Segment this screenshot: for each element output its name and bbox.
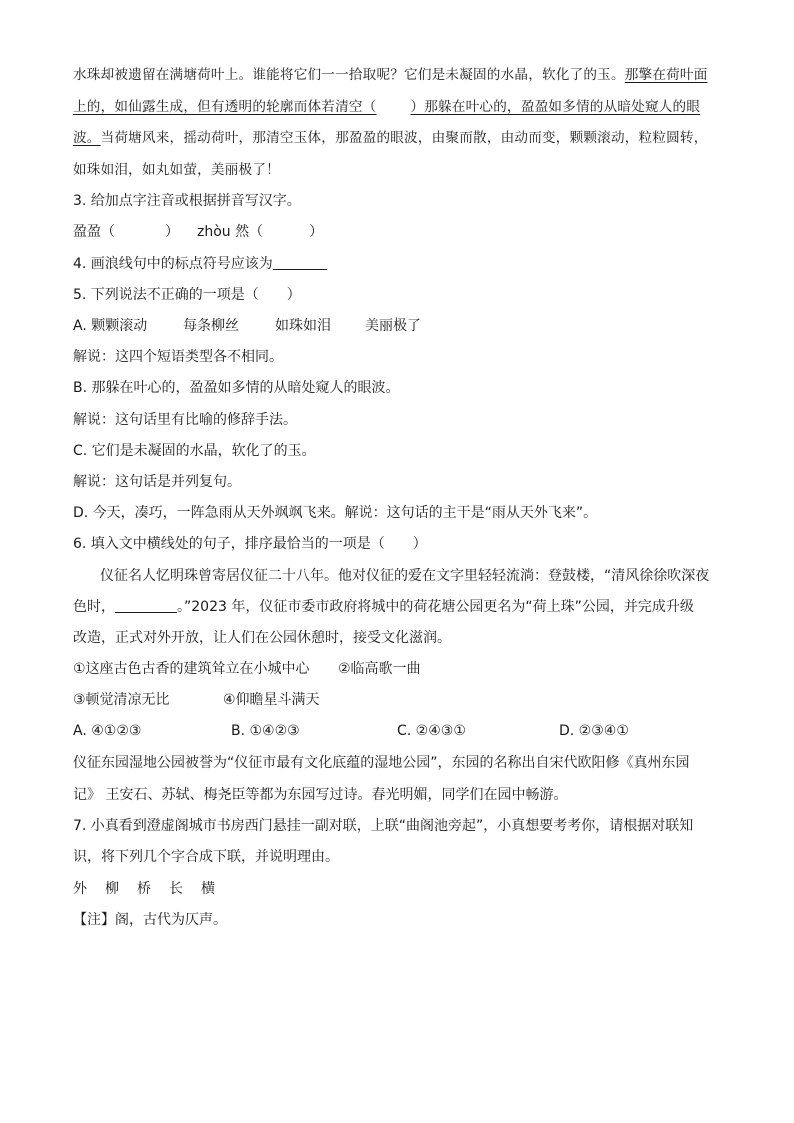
q3-item-a: 盈盈（	[73, 224, 115, 240]
passage-text: 如珠如泪，如丸如萤，美丽极了！	[73, 162, 280, 178]
underlined-sentence: 上的，如仙露生成，但有透明的轮廓而体若清空（	[73, 99, 377, 115]
passage-text: 当荷塘风来，摇动荷叶，那清空玉体，那盈盈的眼波，由聚而散，由动而变，颗颗滚动，粒粒圆转，	[100, 130, 708, 146]
park-paragraph-line-2: 记》 王安石、苏轼、梅尧臣等都为东园写过诗。春光明媚，同学们在园中畅游。	[73, 787, 568, 803]
q6-answer-blank[interactable]	[115, 598, 177, 613]
q3-item-b-close: ）	[309, 224, 324, 240]
q6-paragraph-line-2	[73, 598, 734, 616]
q6-option-b[interactable]: B. ①④②③	[231, 723, 300, 739]
q5-option-b: B. 那躲在叶心的，盈盈如多情的从暗处窥人的眼波。	[73, 380, 400, 396]
question-4-stem: 4. 画浪线句中的标点符号应该为	[73, 256, 273, 272]
passage-line-4	[73, 161, 734, 179]
question-4	[73, 255, 734, 273]
underlined-sentence: ）那躲在叶心的，盈盈如多情的从暗处窥人的眼	[410, 99, 701, 115]
question-3-items	[73, 223, 734, 241]
q3-item-a-close: ）	[165, 224, 179, 240]
q6-paragraph-text: 色时，	[73, 599, 115, 615]
q6-paragraph-line-3: 改造，正式对外开放，让人们在公园休憩时，接受文化滋润。	[73, 630, 451, 646]
q5-option-a	[73, 317, 734, 335]
underlined-sentence: 那擎在荷叶面	[624, 67, 708, 83]
q7-characters	[73, 880, 734, 898]
q6-sentence-4: ④仰瞻星斗满天	[223, 692, 320, 708]
q3-item-b: zhòu 然（	[197, 224, 264, 240]
q5-option-a-phrase: 美丽极了	[365, 318, 421, 334]
q6-option-a[interactable]: A. ④①②③	[73, 723, 142, 739]
q6-options	[73, 722, 734, 740]
question-3-stem: 3. 给加点字注音或根据拼音写汉字。	[73, 193, 301, 209]
q5-option-a-label: A. 颗颗滚动	[73, 318, 148, 334]
q6-option-c[interactable]: C. ②④③①	[397, 723, 466, 739]
park-paragraph-line-1: 仪征东园湿地公园被誉为“仪征市最有文化底蕴的湿地公园”，东园的名称出自宋代欧阳修《真州东园	[73, 755, 690, 771]
q5-option-a-explanation: 解说：这四个短语类型各不相同。	[73, 349, 283, 365]
q6-sentence-2: ②临高歌一曲	[338, 661, 421, 677]
q5-option-c-explanation: 解说：这句话是并列复句。	[73, 474, 241, 490]
q6-sentences-row-1	[73, 660, 734, 678]
q7-character: 柳	[105, 881, 119, 897]
q7-character: 外	[73, 881, 87, 897]
q5-option-c: C. 它们是未凝固的水晶，软化了的玉。	[73, 443, 316, 459]
q7-character: 横	[201, 881, 215, 897]
passage-line-3	[73, 129, 734, 147]
q6-paragraph-line-1: 仪征名人忆明珠曾寄居仪征二十八年。他对仪征的爱在文字里轻轻流淌：登鼓楼，“清风徐徐吹深夜	[100, 568, 710, 584]
passage-line-1	[73, 66, 734, 84]
q5-option-b-explanation: 解说：这句话里有比喻的修辞手法。	[73, 412, 297, 428]
q6-paragraph-text: 。”2023 年，仪征市委市政府将城中的荷花塘公园更名为“荷上珠”公园，并完成升级	[177, 599, 694, 615]
question-6-stem: 6. 填入文中横线处的句子，排序最恰当的一项是（ ）	[73, 536, 427, 552]
q7-note: 【注】阁，古代为仄声。	[73, 912, 227, 928]
passage-text: 水珠却被遗留在满塘荷叶上。谁能将它们一一拾取呢？它们是未凝固的水晶，软化了的玉。	[73, 67, 625, 83]
question-7-line-1: 7. 小真看到澄虚阁城市书房西门悬挂一副对联，上联“曲阁池旁起”，小真想要考考你，请根据对联知	[73, 818, 694, 834]
q6-sentence-3: ③顿觉清凉无比	[73, 692, 170, 708]
question-7-line-2: 识，将下列几个字合成下联，并说明理由。	[73, 849, 339, 865]
q5-option-d: D. 今天，凑巧，一阵急雨从天外飒飒飞来。解说：这句话的主干是“雨从天外飞来”。	[73, 505, 598, 521]
question-5-stem: 5. 下列说法不正确的一项是（ ）	[73, 287, 301, 303]
q6-option-d[interactable]: D. ②③④①	[559, 723, 629, 739]
q5-option-a-phrase: 如珠如泪	[275, 318, 331, 334]
q5-option-a-phrase: 每条柳丝	[183, 318, 239, 334]
passage-line-2	[73, 98, 734, 116]
q6-sentence-1: ①这座古色古香的建筑耸立在小城中心	[73, 661, 310, 677]
underlined-sentence: 波。	[73, 130, 101, 146]
q6-sentences-row-2	[73, 691, 734, 709]
q4-answer-blank[interactable]	[273, 255, 327, 270]
q7-character: 长	[169, 881, 183, 897]
q7-character: 桥	[137, 881, 151, 897]
